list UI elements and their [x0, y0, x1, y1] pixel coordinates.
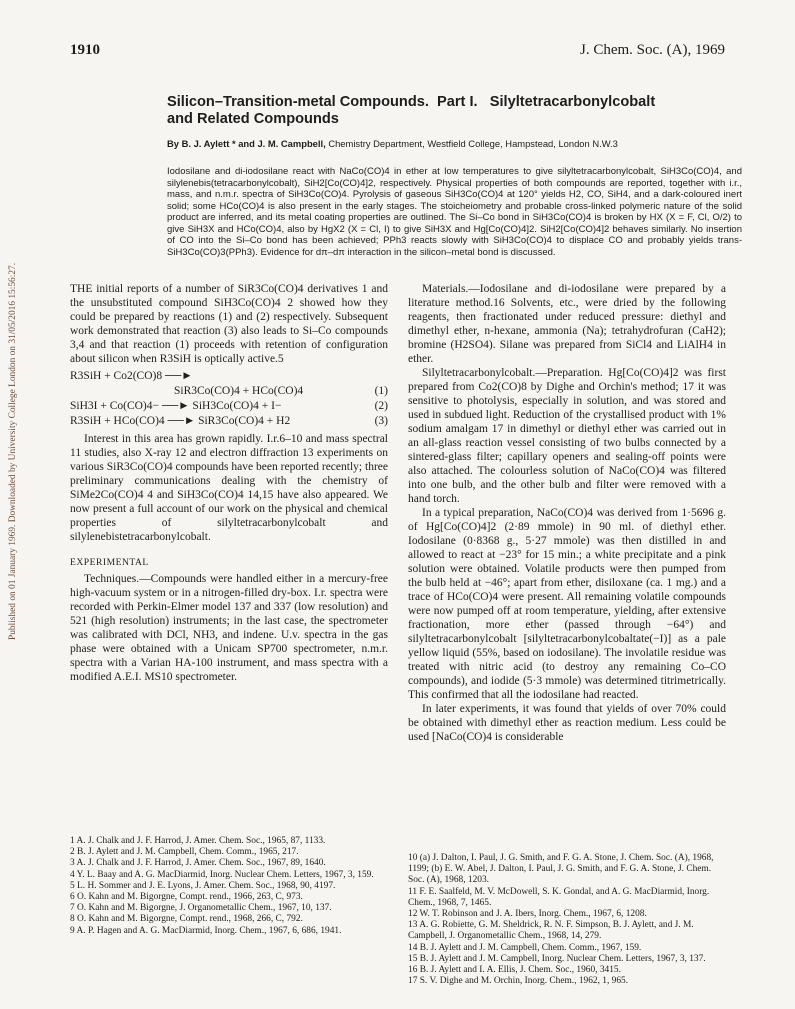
equation-1 — [70, 384, 388, 399]
left-column — [70, 282, 388, 684]
reference: 16 B. J. Aylett and I. A. Ellis, J. Chem. Soc., 1960, 3415. — [408, 965, 621, 976]
abstract: Iodosilane and di-iodosilane react with NaCo(CO)4 in ether at low temperatures to give silyltetracarbonylcobalt, SiH3Co(CO)4, and silylenebis(tetracarbonylcobalt), SiH2[Co(CO)4]2, respectively. Physical properties of both compounds are reported, together with i.r., mass, and n.m.r. spectra of SiH3Co(CO)4. Pyrolysis of gaseous SiH3Co(CO)4 at 120° yields H2, CO, SiH4, and a dark-coloured inert solid; some HCo(CO)4 is also present in the early stages. The stoicheiometry and probable cross-linked polymeric nature of the solid product are inferred, and its metal coating properties are outlined. The Si–Co bond in SiH3Co(CO)4 is broken by HX (X = F, Cl, O/2) to give SiH3X and HCo(CO)4, also by HgX2 (X = Cl, I) to give SiH3X and Hg[Co(CO)4]2. SiH2[Co(CO)4]2 behaves similarly. No insertion of CO into the Si–Co bond has been achieved; PPh3 reacts slowly with SiH3Co(CO)4 to displace CO and probably yields trans-SiH3Co(CO)3(PPh3). Evidence for dπ–dπ interaction in the silicon–metal bond is discussed. — [167, 166, 742, 258]
title-block — [167, 94, 742, 150]
journal-citation: J. Chem. Soc. (A), 1969 — [580, 42, 725, 58]
reference: 12 W. T. Robinson and J. A. Ibers, Inorg. Chem., 1967, 6, 1208. — [408, 909, 647, 920]
reference: 2 B. J. Aylett and J. M. Campbell, Chem. Comm., 1965, 217. — [70, 847, 299, 858]
reference: 9 A. P. Hagen and A. G. MacDiarmid, Inorg. Chem., 1967, 6, 686, 1941. — [70, 925, 342, 936]
equation-2-number: (2) — [374, 400, 388, 412]
authors: By B. J. Aylett * and J. M. Campbell, — [167, 138, 326, 149]
typical-preparation-paragraph: In a typical preparation, NaCo(CO)4 was derived from 1·5696 g. of Hg[Co(CO)4]2 (2·89 mmole) in 90 ml. of diethyl ether. Iodosilane (0·8368 g., 5·27 mmole) was then distilled in and allowed to react at −23° for 15 min.; a white precipitate and a pink solution were obtained. Volatile products were then pumped from the bulb held at −46°; apart from ether, disiloxane (ca. 1 mg.) and a trace of HCo(CO)4 were present. All remaining volatile compounds were now pumped off at room temperature, yielding, after extensive fractionation, more ether (passed through −64°) and silyltetracarbonylcobalt [silyltetracarbonylcobaltate(−I)] as a pale yellow liquid (55%, based on iodosilane). The involatile residue was treated with nitric acid (to destroy any remaining Co–CO compounds), and iodide (5·3 mmole) was determined titrimetrically. This confirmed that all the iodosilane had reacted. — [408, 507, 726, 701]
affiliation: Chemistry Department, Westfield College, Hampstead, London N.W.3 — [328, 138, 618, 149]
materials-paragraph: Materials.—Iodosilane and di-iodosilane were prepared by a literature method.16 Solvents, etc., were dried by the following reagents, then fractionated under reduced pressure: diethyl and dimethyl ether, n-hexane, ammonia (Na); tetrahydrofuran (CaH2); bromine (H2SO4). Silane was prepared from SiCl4 and LiAlH4 in ether. — [408, 283, 726, 365]
byline — [167, 138, 742, 150]
reference: 8 O. Kahn and M. Bigorgne, Compt. rend., 1968, 266, C, 792. — [70, 914, 303, 925]
references-left — [70, 836, 388, 937]
right-column — [408, 282, 726, 744]
equation-1-number: (1) — [374, 385, 388, 397]
equation-3-text: R3SiH + HCo(CO)4 ──► SiR3Co(CO)4 + H2 — [70, 415, 291, 427]
reference: 3 A. J. Chalk and J. F. Harrod, J. Amer. Chem. Soc., 1967, 89, 1640. — [70, 858, 326, 869]
reference: 1 A. J. Chalk and J. F. Harrod, J. Amer. Chem. Soc., 1965, 87, 1133. — [70, 836, 326, 846]
equation-1-line-2: SiR3Co(CO)4 + HCo(CO)4 — [174, 385, 304, 397]
later-experiments-paragraph: In later experiments, it was found that yields of over 70% could be obtained with dimethyl ether as reaction medium. Less could be used [NaCo(CO)4 is considerable — [408, 703, 726, 743]
equation-2 — [70, 399, 388, 414]
title-line-2: and Related Compounds — [167, 111, 339, 127]
reference: 4 Y. L. Baay and A. G. MacDiarmid, Inorg. Nuclear Chem. Letters, 1967, 3, 159. — [70, 869, 374, 880]
page-number: 1910 — [70, 42, 100, 58]
reference: 13 A. G. Robiette, G. M. Sheldrick, R. N. F. Simpson, B. J. Aylett, and J. M. Campbell, J. Organometallic Chem., 1968, 14, 279. — [408, 920, 694, 942]
equation-3-number: (3) — [374, 415, 388, 427]
reference: 6 O. Kahn and M. Bigorgne, Compt. rend., 1966, 263, C, 973. — [70, 892, 303, 903]
reference: 14 B. J. Aylett and J. M. Campbell, Chem. Comm., 1967, 159. — [408, 942, 642, 953]
equation-2-text: SiH3I + Co(CO)4− ──► SiH3Co(CO)4 + I− — [70, 400, 282, 412]
reference: 7 O. Kahn and M. Bigorgne, J. Organometallic Chem., 1967, 10, 137. — [70, 903, 332, 914]
title-line-1: Silicon–Transition-metal Compounds. Part I. Silyltetracarbonylcobalt — [167, 94, 656, 110]
intro-paragraph: THE initial reports of a number of SiR3Co(CO)4 derivatives 1 and the unsubstituted compound SiH3Co(CO)4 2 showed how they could be prepared by reactions (1) and (2) respectively. Subsequent work demonstrated that reaction (3) also leads to Si–Co compounds 3,4 and that reaction (1) proceeds with retention of configuration about silicon when R3SiH is optically active.5 — [70, 283, 388, 365]
references-right — [408, 853, 726, 987]
equation-3 — [70, 414, 388, 429]
reference: 10 (a) J. Dalton, I. Paul, J. G. Smith, and F. G. A. Stone, J. Chem. Soc. (A), 1968, 1199; (b) E. W. Abel, J. Dalton, I. Paul, J. G. Smith, and F. G. A. Stone, J. Chem. Soc. (A), 1968, 1203. — [408, 853, 714, 886]
section-heading: EXPERIMENTAL — [70, 557, 149, 568]
reference: 15 B. J. Aylett and J. M. Campbell, Inorg. Nuclear Chem. Letters, 1967, 3, 137. — [408, 953, 706, 964]
download-watermark: Published on 01 January 1969. Downloaded by University College London on 31/05/2016 15:56:27. — [8, 262, 18, 640]
techniques-paragraph: Techniques.—Compounds were handled either in a mercury-free high-vacuum system or in a nitrogen-filled dry-box. I.r. spectra were recorded with Perkin-Elmer model 137 and 337 (low resolution) and 521 (high resolution) instruments; in the last case, the spectrometer was calibrated with DCl, NH3, and indene. U.v. spectra in the gas phase were obtained with a Unicam SP700 spectrometer, n.m.r. spectra with a Varian HA-100 instrument, and mass spectra with a modified A.E.I. MS10 spectrometer. — [70, 573, 388, 683]
equation-block — [70, 369, 388, 429]
article-title — [167, 94, 742, 128]
reference: 17 S. V. Dighe and M. Orchin, Inorg. Chem., 1962, 1, 965. — [408, 976, 629, 987]
preparation-paragraph: Silyltetracarbonylcobalt.—Preparation. Hg[Co(CO)4]2 was first prepared from Co2(CO)8 by Dighe and Orchin's method; 17 it was sensitive to photolysis, especially in solution, and was stored and used in subdued light. Reduction of the crystallised product with 1% sodium amalgam 17 in dimethyl or diethyl ether was carried out in an all-glass reaction vessel consisting of two bulbs connected by a sintered-glass filter; capillary openers and sealing-off points were also attached. The colourless solution of NaCo(CO)4 was filtered into one bulb, and the other bulb and filter were removed with a hand torch. — [408, 367, 726, 505]
equation-1-line-1: R3SiH + Co2(CO)8 ──► — [70, 370, 193, 382]
reference: 5 L. H. Sommer and J. E. Lyons, J. Amer. Chem. Soc., 1968, 90, 4197. — [70, 880, 336, 891]
reference: 11 F. E. Saalfeld, M. V. McDowell, S. K. Gondal, and A. G. MacDiarmid, Inorg. Chem., 1968, 7, 1465. — [408, 886, 710, 908]
interest-paragraph: Interest in this area has grown rapidly. I.r.6–10 and mass spectral 11 studies, also X-ray 12 and electron diffraction 13 experiments on various SiR3Co(CO)4 compounds have been reported recently; three preliminary communications dealing with the chemistry of SiMe2Co(CO)4 4 and SiH3Co(CO)4 14,15 have also appeared. We now present a full account of our work on the physical and chemical properties of silyltetracarbonylcobalt and silylenebistetracarbonylcobalt. — [70, 433, 388, 543]
page-header — [70, 42, 725, 66]
